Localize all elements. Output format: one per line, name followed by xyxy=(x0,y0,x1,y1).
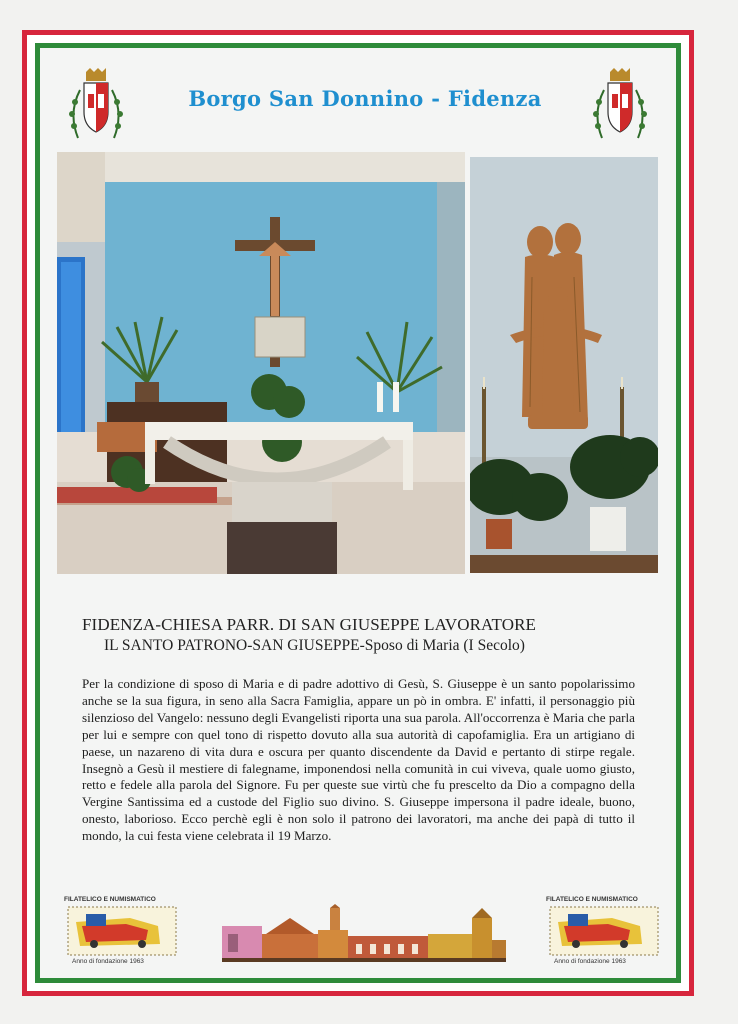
city-skyline-icon xyxy=(222,904,506,962)
philatelic-stamp-right xyxy=(542,896,660,966)
article-body: Per la condizione di sposo di Maria e di padre adottivo di Gesù, S. Giuseppe è un santo popolarissimo anche se la sua figura, in seno alla Sacra Famiglia, appare un pò in ombra. E' infatti, il personaggio più silenzioso del Vangelo: nessuno degli Evangelisti riporta una sua parola. All'occorrenza è Maria che parla per lui e sempre con quel tono di rispetto dovuto alla sua autorità di capofamiglia. Era un artigiano di paese, un nazareno di vita dura e oscura per quanto discendente da David e pertanto di stirpe regale. Insegnò a Gesù il mestiere di falegname, imponendosi nella comunità in cui viveva, quale uomo giusto, retto e fedele alla parola del Signore. Fu per queste sue virtù che fu prescelto da Dio a compagno della Vergine Santissima ed a custode del Figlio suo divino. S. Giuseppe impersona il padre ideale, buono, onesto, laborioso. Ecco perchè egli è non solo il patrono dei lavoratori, ma anche dei papà di tutto il mondo, la cui festa viene celebrata il 19 Marzo. xyxy=(82,676,635,844)
philatelic-stamp-left xyxy=(60,896,178,966)
church-altar-photo xyxy=(57,152,465,574)
article-title: FIDENZA-CHIESA PARR. DI SAN GIUSEPPE LAVORATORE xyxy=(82,615,537,634)
stamp-caption: Anno di fondazione 1963 xyxy=(72,958,144,965)
city-crest-icon xyxy=(66,68,126,144)
stamp-caption: Anno di fondazione 1963 xyxy=(554,958,626,965)
holy-family-statue-photo xyxy=(470,157,658,573)
stamp-label: FILATELICO E NUMISMATICO xyxy=(546,896,638,903)
article-heading xyxy=(82,615,642,655)
stamp-label: FILATELICO E NUMISMATICO xyxy=(64,896,156,903)
article-subtitle: IL SANTO PATRONO-SAN GIUSEPPE-Sposo di Maria (I Secolo) xyxy=(104,637,525,654)
philatelic-stamp-icon xyxy=(60,896,178,966)
page-title: Borgo San Donnino - Fidenza xyxy=(188,86,542,111)
philatelic-stamp-icon xyxy=(542,896,660,966)
